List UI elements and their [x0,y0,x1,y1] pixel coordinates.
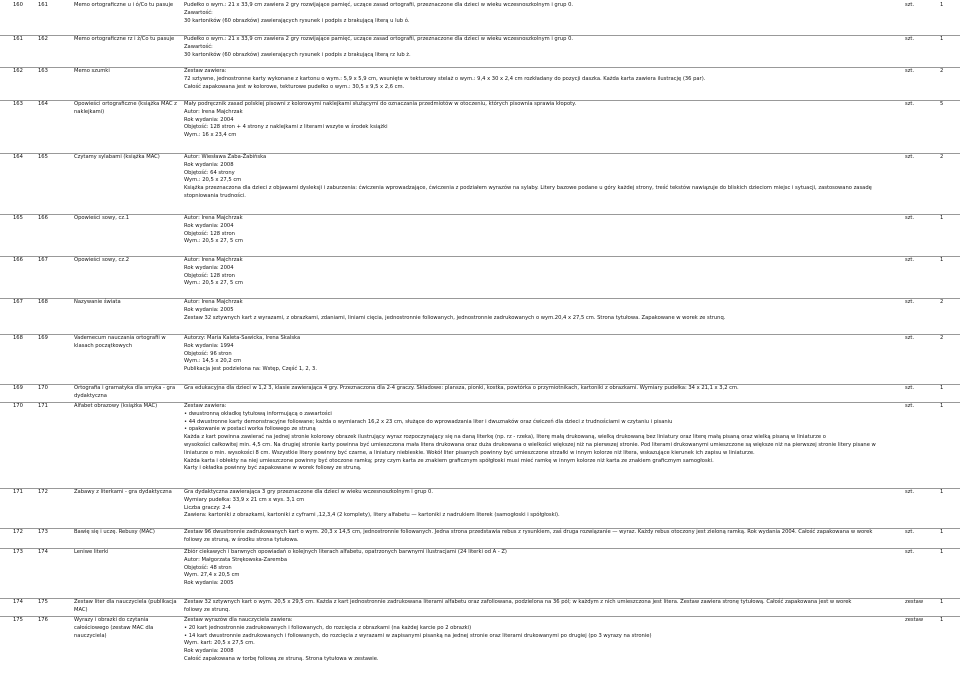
quantity: 1 [940,529,944,535]
product-name [74,101,182,117]
row-number: 172 [38,489,48,495]
product-description [184,335,900,374]
quantity: 1 [940,599,944,605]
table-row [0,528,960,543]
product-description [184,36,900,59]
description-line: Każda z kart powinna zawierać na jednej stronie kolorowy obrazek ilustrujący wyraz rozpoczynający się na daną literkę (np. rz - rzeka), literę małą drukowaną, wielką drukowaną bez liniatury oraz literę małą pisaną oraz wielką pisaną w liniaturze o [184,434,826,441]
description-line: Rok wydania: 1994 [184,342,234,349]
table-row [0,488,960,519]
description-line: Objętość: 96 stron [184,350,232,357]
quantity: 2 [940,68,944,74]
quantity: 1 [940,385,944,391]
unit: szt. [905,385,915,391]
description-line: Rok wydania: 2008 [184,648,234,655]
product-name [74,403,182,411]
product-description [184,215,900,246]
unit: szt. [905,36,915,42]
product-name-line: Ortografia i gramatyka dla smyka - gra [74,385,176,391]
description-line: Całość zapakowana jest w kolorowe, tekturowe pudełko o wym.: 30,5 x 9,5 x 2,6 cm. [184,83,405,90]
row-lp: 162 [13,68,23,74]
description-line: Pudełko o wym.: 21 x 33,9 cm zawiera 2 gry rozwijające pamięć, uczące zasad ortografii, przeznaczone dla dzieci w wieku wczesnoszkolnym i grup 0. [184,2,574,8]
product-name-line: Vademecum nauczania ortografii w [74,335,166,341]
description-line: Zestaw 96 dwustronnie zadrukowanych kart o wym. 20,3 x 14,5 cm, jednostronnie foliowanych. Jedna strona przedstawia rebus z rysunkiem, zaś druga rozwiązanie — wyraz. Każdy rebus otoczony jest zieloną ramką. Rok wydania 2004. Całość zapakowana w worek [184,529,873,535]
product-name [74,257,182,265]
product-description [184,549,900,588]
description-line: 30 kartoników (60 obrazków) zawierających rysunek i podpis z brakującą literą u lub ó. [184,17,410,24]
description-line: Wym.: 20,5 x 27, 5 cm [184,280,243,287]
unit: szt. [905,529,915,535]
product-name-line: Nazywanie świata [74,299,121,305]
description-line: Wym. kart: 20,5 x 27,5 cm. [184,640,255,647]
product-name [74,549,182,557]
description-line: Autor: Irena Majchrzak [184,257,243,263]
product-name-line: dydaktyczna [74,392,107,399]
product-name [74,599,182,615]
description-line: Rok wydania: 2004 [184,116,234,123]
description-line: 72 sztywne, jednostronne karty wykonane z kartonu o wym.: 5,9 x 5,9 cm, wsunięte w tekturowy stelaż o wym.: 9,4 x 30 x 2,4 cm rozkładany do pozycji daszka. Każda karta zawiera ilustrację (36 par). [184,75,706,82]
description-line: Autor: Irena Majchrzak [184,299,243,305]
table-row [0,402,960,472]
row-number: 166 [38,215,48,221]
description-line: • dwustronną okładkę tytułową informującą o zawartości [184,410,332,417]
description-line: Zestaw 32 sztywnych kart o wym. 20,5 x 29,5 cm. Każda z kart jednostronnie zadrukowana literami alfabetu oraz zafoliowana, podzielona na 36 pól; w każdym z nich umieszczona jest litera. Zestaw zawiera stronę tytułową. Całość zapakowana jest w worek [184,599,852,605]
row-number: 163 [38,68,48,74]
quantity: 1 [940,2,944,8]
description-line: Zestaw zawiera: [184,403,227,409]
product-name-line: Bawię się i uczę. Rebusy (MAC) [74,529,155,535]
row-number: 173 [38,529,48,535]
product-name-line: MAC) [74,606,88,613]
row-number: 171 [38,403,48,409]
row-lp: 169 [13,385,23,391]
description-line: foliowy ze strunq. [184,606,230,613]
product-name-line: Opowieści sowy, cz.2 [74,257,130,263]
product-name-line: Memo ortograficzne rz i ż/Co tu pasuje [74,36,175,42]
product-name-line: naklejkami) [74,108,105,115]
table-row [0,384,960,399]
description-line: Rok wydania: 2008 [184,161,234,168]
description-line: wysokości całkowitej min. 4,5 cm. Na drugiej stronie karty powinna być umieszczona mała litera drukowana oraz duża drukowana o wielkości większej niż na pierwszej stronie. Pod literami drukowanymi umieszczone są większe niż na pierwszej stronie litery pisane w [184,441,876,448]
description-line: Rok wydania: 2004 [184,264,234,271]
row-lp: 165 [13,215,23,221]
description-line: foliowy ze struną, w środku strona tytułowa. [184,536,299,543]
description-line: Publikacja jest podzielona na: Wstęp, Część 1, 2, 3. [184,366,317,373]
quantity: 1 [940,215,944,221]
description-line: Pudełko o wym.: 21 x 33,9 cm zawiera 2 gry rozwijające pamięć, uczące zasad ortografii, przeznaczone dla dzieci w wieku wczesnoszkolnym i grup 0. [184,36,574,42]
product-name [74,299,182,307]
description-line: Każda karta i obłekty na niej umieszczone powinny być otoczone ramką; przy czym karta ze znakiem graficznym spółgłoski musi mieć ramkę w innym kolorze niż karta ze znakiem graficznym samogłoski. [184,457,714,464]
description-line: Objętość: 128 stron + 4 strony z naklejkami z literami wszyte w środek książki [184,124,388,131]
row-number: 170 [38,385,48,391]
row-number: 168 [38,299,48,305]
description-line: Autor: Wiesława Żaba-Żabińska [184,154,267,160]
description-line: stopniowania trudności. [184,192,246,199]
description-line: Rok wydania: 2005 [184,306,234,313]
description-line: • opakowanie w postaci worka foliowego ze struną [184,426,316,433]
product-description [184,385,900,393]
unit: szt. [905,299,915,305]
row-number: 169 [38,335,48,341]
description-line: Wym.: 20,5 x 27, 5 cm [184,238,243,245]
unit: szt. [905,154,915,160]
product-name-line: Wyrazy i obrazki do czytania [74,617,149,623]
product-description [184,489,900,520]
description-line: Objętość: 128 stron [184,230,235,237]
product-name-line: Zestaw liter dla nauczyciela (publikacja [74,599,177,605]
product-name-line: całościowego (zestaw MAC dla [74,624,154,631]
row-number: 176 [38,617,48,623]
quantity: 1 [940,617,944,623]
product-name-line: klasach początkowych [74,342,132,349]
description-line: Zawartość: [184,9,213,16]
row-lp: 166 [13,257,23,263]
quantity: 1 [940,257,944,263]
product-name-line: Memo szumki [74,68,110,74]
row-lp: 167 [13,299,23,305]
product-name-line: Leniwe literki [74,549,109,555]
product-name [74,385,182,401]
description-line: Objętość: 48 stron [184,564,232,571]
unit: szt. [905,215,915,221]
product-description [184,257,900,288]
product-description [184,2,900,25]
quantity: 1 [940,36,944,42]
description-line: Książka przeznaczona dla dzieci z objawami dysleksji i zaburzenia: ćwiczenia wprowadzające, ćwiczenia z podziałem wyrazów na sylaby. Litery bazowe podane u góry każdej strony, treść tekstów nawiązuje do bliskich dzieciom miejsc i sytuacji, zastosowano zasadę [184,185,872,192]
description-line: Karty i okładka powinny być zapakowane w worek foliowy ze struną. [184,465,362,472]
description-line: Autor: Małgorzata Strękowska-Zaremba [184,556,287,563]
description-line: • 20 kart jednostronnie zadrukowanych i foliowanych, do rozcięcia z obrazkami (na każdej karcie po 2 obrazki) [184,624,472,631]
unit: zestaw [905,599,924,605]
table-row [0,334,960,373]
product-description [184,68,900,91]
row-lp: 172 [13,529,23,535]
row-lp: 164 [13,154,23,160]
unit: szt. [905,335,915,341]
unit: zestaw [905,617,924,623]
table-row [0,616,960,662]
description-line: Zestaw 32 sztywnych kart z wyrazami, z obrazkami, zdaniami, liniami cięcia, jednostronnie foliowanych, jednostronnie zadrukowanych o wym.20,4 x 27,5 cm. Strona tytułowa. Zapakowane w worek ze strunq. [184,314,726,321]
description-line: Zestaw wyrazów dla nauczyciela zawiera: [184,617,293,623]
row-number: 162 [38,36,48,42]
row-lp: 168 [13,335,23,341]
description-line: Zawartość: [184,43,213,50]
description-line: Mały podręcznik zasad polskiej pisowni z kolorowymi naklejkami służącymi do oznaczania przedmiotów w otoczeniu, których pisownia sprawia kłopoty. [184,101,577,107]
row-number: 165 [38,154,48,160]
unit: szt. [905,68,915,74]
description-line: Rok wydania: 2004 [184,222,234,229]
description-line: Liczba graczy: 2-4 [184,504,231,511]
row-number: 174 [38,549,48,555]
description-line: Objętość: 64 strony [184,169,235,176]
product-name [74,489,182,497]
product-name [74,215,182,223]
product-description [184,599,900,615]
description-line: liniaturze o min. wysokości 8 cm. Wszystkie litery powinny być czarne, a liniatury niebieskie. Wokół liter pisanych powinny być umieszczone strzałki w innym kolorze niż litera, wskazujące kierunek ich zapisu w liniaturze. [184,449,755,456]
description-line: Gra dydaktyczna zawierająca 3 gry przeznaczone dla dzieci w wieku wczesnoszkolnym i grup 0. [184,489,433,495]
product-description [184,154,900,201]
quantity: 1 [940,549,944,555]
row-lp: 161 [13,36,23,42]
quantity: 2 [940,154,944,160]
table-row [0,256,960,287]
product-name-line: nauczyciela) [74,632,107,639]
row-lp: 175 [13,617,23,623]
row-lp: 171 [13,489,23,495]
product-name [74,154,182,162]
product-description [184,529,900,545]
description-line: Rok wydania: 2005 [184,580,234,587]
product-name-line: Zabawy z literkami - gra dydaktyczna [74,489,172,495]
unit: szt. [905,489,915,495]
table-row [0,153,960,199]
row-lp: 163 [13,101,23,107]
product-name [74,529,182,537]
row-number: 167 [38,257,48,263]
description-line: Zbiór ciekawych i barwnych opowiadań o kolejnych literach alfabetu, opatrzonych barwnymi ilustracjami (24 literki od A - Z) [184,549,507,555]
product-description [184,101,900,140]
product-name-line: Alfabet obrazowy (książka MAC) [74,403,158,409]
table-row [0,100,960,139]
product-name [74,68,182,76]
quantity: 2 [940,335,944,341]
description-line: • 14 kart dwustronnie zadrukowanych i foliowanych, do rozcięcia z wyrazami w zapisanymi pisanką na jednej stronie oraz literami drukowanymi po drugiej (po 3 wyrazy na stronie) [184,632,652,639]
description-line: Gra edukacyjna dla dzieci w 1,2 3, klasie zawierająca 4 gry. Przeznaczona dla 2-4 graczy. Składowe: plansza, pionki, kostka, powtórka o przymiotnikach, kartoniki z obrazkami. Wymiary pudełka: 34 x 21,1 x 3,2 cm. [184,385,739,391]
quantity: 2 [940,299,944,305]
row-number: 161 [38,2,48,8]
product-description [184,617,900,664]
product-name [74,36,182,44]
description-line: Wym.: 14,5 x 20,2 cm [184,358,242,365]
description-line: Całość zapakowana w torbę foliową ze struną. Strona tytułowa w zestawie. [184,655,379,662]
unit: szt. [905,403,915,409]
quantity: 5 [940,101,944,107]
product-name [74,617,182,640]
description-line: Autorzy: Maria Kaleta-Sawicka, Irena Skalska [184,335,301,341]
product-name-line: Opowieści sowy, cz.1 [74,215,130,221]
table-row [0,214,960,245]
unit: szt. [905,101,915,107]
description-line: Autor: Irena Majchrzak [184,215,243,221]
quantity: 1 [940,403,944,409]
unit: szt. [905,549,915,555]
table-row [0,598,960,613]
description-line: Wym.: 20,5 x 27,5 cm [184,177,242,184]
product-name-line: Czytamy sylabami (książka MAC) [74,154,160,160]
table-row [0,298,960,321]
product-name-line: Opowieści ortograficzne (książka MAC z [74,101,177,107]
description-line: 30 kartoników (60 obrazków) zawierających rysunek i podpis z brakującą literą rz lub ż. [184,51,411,58]
description-line: Objętość: 128 stron [184,272,235,279]
product-name [74,2,182,10]
description-line: Autor: Irena Majchrzak [184,108,243,115]
unit: szt. [905,2,915,8]
description-line: • 44 dwustronne karty demonstracyjne foliowane; każda o wymiarach 16,2 x 23 cm, służące do wprowadzania liter i dwuznaków oraz ćwiczeń dla dzieci z trudnościami w czytaniu i pisaniu [184,418,673,425]
quantity: 1 [940,489,944,495]
row-lp: 160 [13,2,23,8]
product-name-line: Memo ortograficzne u i ó/Co tu pasuje [74,2,174,8]
product-name [74,335,182,351]
row-lp: 170 [13,403,23,409]
row-lp: 174 [13,599,23,605]
table-row [0,548,960,587]
description-line: Wymiary pudełka: 33,9 x 21 cm x wys. 3,1 cm [184,496,305,503]
table-row [0,35,960,58]
row-number: 164 [38,101,48,107]
product-description [184,299,900,322]
description-line: Wym. 27,4 x 20,5 cm [184,572,240,579]
description-line: Wym.: 16 x 23,4 cm [184,132,237,139]
unit: szt. [905,257,915,263]
table-row [0,67,960,90]
description-line: Zestaw zawiera: [184,68,227,74]
row-number: 175 [38,599,48,605]
row-lp: 173 [13,549,23,555]
description-line: Zawiera: kartoniki z obrazkami, kartoniki z cyframi ,12,3,4 (2 komplety), litery alfabetu — kartoniki z nadrukiem literek (samogłoski i spółgłoski). [184,512,560,519]
product-description [184,403,900,473]
